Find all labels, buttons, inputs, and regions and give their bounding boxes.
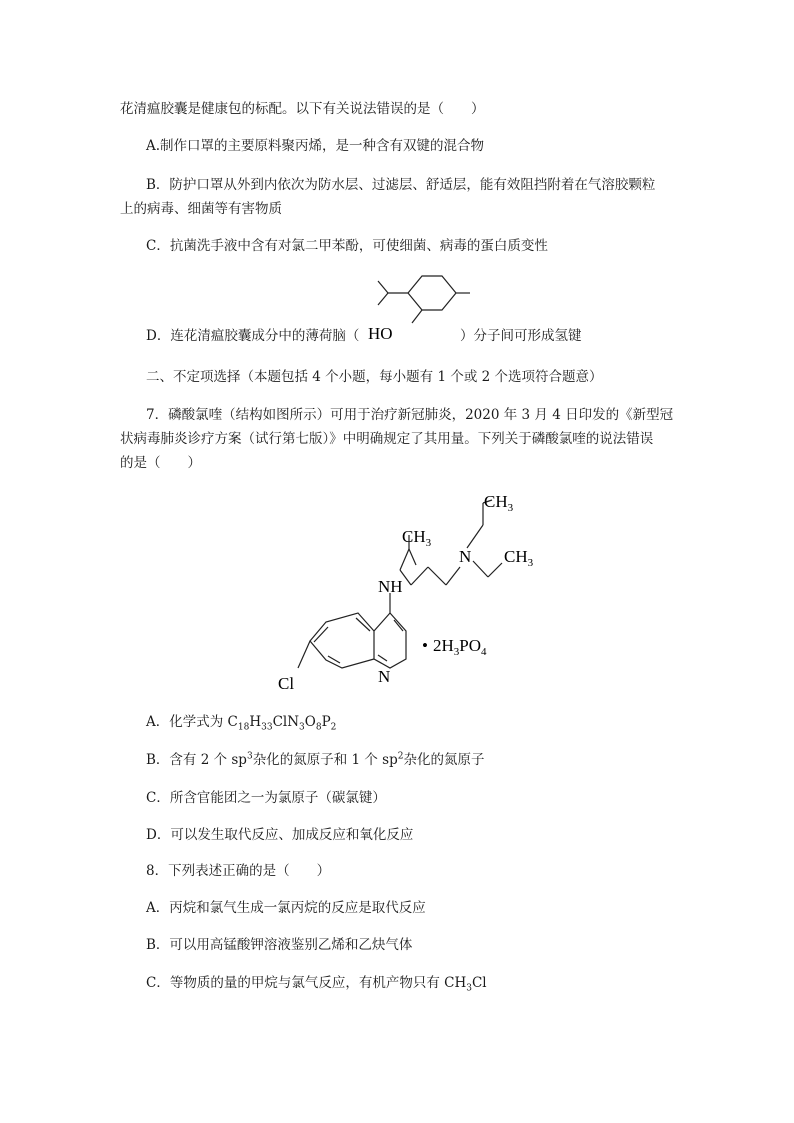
chem-n-amine: N [459, 547, 472, 566]
q7-option-c: C．所含官能团之一为氯原子（碳氯键） [146, 790, 386, 806]
q8-option-c-sub: 3 [466, 983, 472, 994]
chem-salt: • $2H_3PO_4$ [422, 636, 487, 658]
chem-ch3-left: $CH_3$ [402, 527, 432, 549]
q8-option-c-text: C．等物质的量的甲烷与氯气反应，有机产物只有 CH [146, 975, 467, 991]
q6-option-b-line1: B．防护口罩从外到内依次为防水层、过滤层、舒适层，能有效阻挡附着在气溶胶颗粒 [146, 177, 656, 193]
q7-option-a-prefix: A．化学式为 C [146, 714, 238, 730]
q7-option-b-part3: 杂化的氮原子 [403, 752, 485, 768]
q8-option-a: A．丙烷和氯气生成一氯丙烷的反应是取代反应 [146, 900, 426, 916]
question-7-line3: 的是（ ） [120, 455, 201, 471]
q8-option-c [146, 974, 487, 992]
formula-sub-p: 2 [330, 722, 337, 733]
q6-option-d-pre: D．连花清瘟胶囊成分中的薄荷脑（ [146, 328, 360, 344]
menthol-structure [360, 268, 470, 348]
formula-sub-c: 18 [237, 722, 250, 733]
q7-option-b [146, 751, 484, 769]
chloroquine-structure [270, 485, 560, 700]
q7-option-b-part2: 杂化的氮原子和 1 个 sp [252, 752, 398, 768]
q7-option-b-sup2: 2 [397, 751, 404, 762]
formula-o: O [304, 714, 316, 730]
chem-ch3-top: $CH_3$ [484, 492, 514, 514]
question-7-line1: 7．磷酸氯喹（结构如图所示）可用于治疗新冠肺炎，2020 年 3 月 4 日印发的《新型冠 [146, 407, 674, 423]
q6-option-c: C．抗菌洗手液中含有对氯二甲苯酚，可使细菌、病毒的蛋白质变性 [146, 238, 548, 254]
q6-option-a: A.制作口罩的主要原料聚丙烯，是一种含有双键的混合物 [146, 138, 485, 154]
formula-cln: ClN [272, 714, 300, 730]
formula-sub-o: 8 [315, 722, 322, 733]
formula-sub-h: 33 [261, 722, 273, 733]
q7-option-b-part1: B．含有 2 个 sp [146, 752, 247, 768]
q7-option-a [146, 713, 336, 731]
formula-p: P [321, 714, 331, 730]
chem-cl: Cl [278, 674, 295, 693]
question-6-stem: 花清瘟胶囊是健康包的标配。以下有关说法错误的是（ ） [120, 101, 485, 117]
chem-nh: NH [378, 577, 403, 596]
q8-option-b: B．可以用高锰酸钾溶液鉴别乙烯和乙炔气体 [146, 937, 413, 953]
q6-option-b-line2: 上的病毒、细菌等有害物质 [120, 201, 282, 217]
q8-option-c-cl: Cl [471, 975, 487, 991]
chem-ch3-right: $CH_3$ [504, 547, 534, 569]
menthol-ho-label: HO [368, 324, 393, 343]
q7-option-d: D．可以发生取代反应、加成反应和氧化反应 [146, 827, 414, 843]
chem-n-ring: N [378, 667, 391, 686]
question-7-line2: 状病毒肺炎诊疗方案（试行第七版）》中明确规定了其用量。下列关于磷酸氯喹的说法错误 [120, 431, 654, 447]
formula-h: H [249, 714, 262, 730]
section-heading: 二、不定项选择（本题包括 4 个小题，每小题有 1 个或 2 个选项符合题意） [146, 369, 603, 385]
q7-option-b-sup1: 3 [246, 751, 253, 762]
question-8-stem: 8．下列表述正确的是（ ） [146, 863, 331, 879]
formula-sub-n: 3 [299, 722, 305, 733]
q6-option-d-post: ）分子间可形成氢键 [460, 328, 582, 344]
